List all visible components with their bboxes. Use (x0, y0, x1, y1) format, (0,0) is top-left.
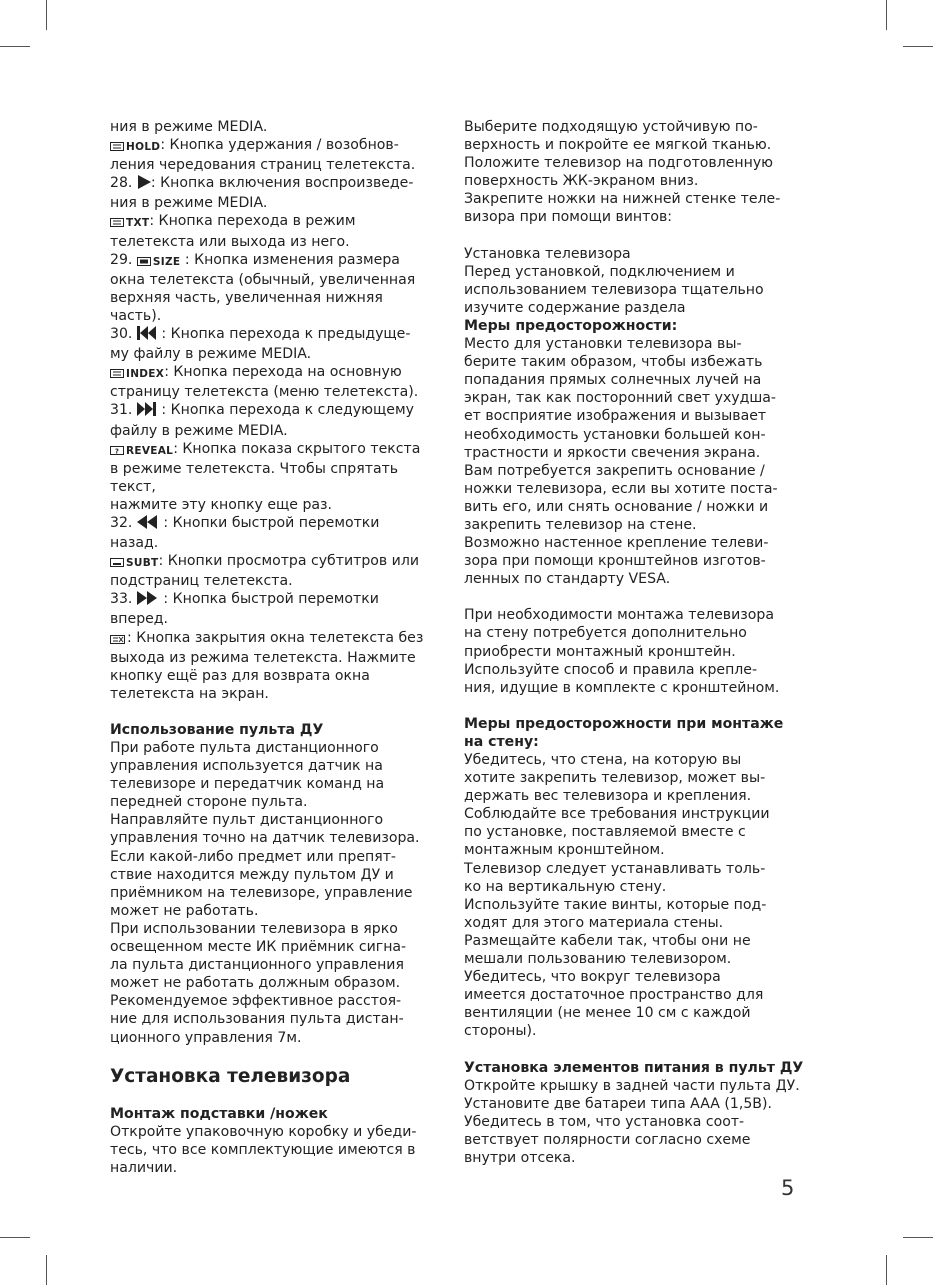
text-line: Соблюдайте все требования инструкции (464, 806, 770, 823)
text-line: Выберите подходящую устойчивую по- (464, 119, 758, 135)
text-line: SUBT: Кнопки просмотра субтитров или (110, 552, 445, 572)
previous-track-icon (137, 326, 157, 345)
crop-mark-bottom-left-v (46, 1255, 47, 1285)
text-line: ционного управления 7м. (110, 1029, 302, 1046)
text-line: ко на вертикальную стену. (464, 878, 667, 895)
text-line: наличии. (110, 1159, 178, 1176)
crop-mark-top-left-v (46, 0, 47, 30)
text-line: ветствует полярности согласно схеме (464, 1131, 751, 1148)
text-line: Установка телевизора (464, 245, 631, 262)
text-line: передней стороне пульта. (110, 794, 308, 811)
text-line: TXT: Кнопка перехода в режим (110, 212, 445, 232)
text-line: в режиме телетекста. Чтобы спрятать (110, 460, 399, 477)
battery-heading: Установка элементов питания в пульт ДУ (464, 1059, 804, 1076)
text-line: му файлу в режиме MEDIA. (110, 346, 312, 363)
text-line: нажмите эту кнопку еще раз. (110, 496, 333, 513)
rewind-icon (137, 515, 159, 534)
text-line: телетекста или выхода из него. (110, 233, 350, 250)
teletext-hold-icon: HOLD (110, 138, 160, 156)
text-line: страницу телетекста (меню телетекста). (110, 384, 419, 401)
text-line: тесь, что все комплектующие имеются в (110, 1141, 416, 1158)
text-line: Вам потребуется закрепить основание / (464, 462, 765, 479)
text-line: зора при помощи кронштейнов изготов- (464, 553, 766, 570)
text-line: Положите телевизор на подготовленную (464, 155, 774, 172)
text-line: Используйте такие винты, которые под- (464, 896, 767, 913)
text-line: телевизоре и передатчик команд на (110, 776, 385, 793)
text-line: Место для установки телевизора вы- (464, 336, 742, 353)
text-line: приобрести монтажный кронштейн. (464, 643, 736, 660)
teletext-reveal-icon: ? REVEAL (110, 442, 173, 460)
crop-mark-right-bottom-h (903, 1237, 933, 1238)
text-line: Убедитесь, что вокруг телевизора (464, 969, 721, 986)
stand-mount-heading: Монтаж подставки /ножек (110, 1105, 328, 1122)
play-icon (137, 175, 151, 194)
text-line: приёмником на телевизоре, управление (110, 884, 413, 901)
crop-mark-left-top-h (0, 46, 30, 47)
text-line: 30. : Кнопка перехода к предыдуще- (110, 325, 445, 345)
text-line: 32. : Кнопки быстрой перемотки (110, 514, 445, 534)
text-line: необходимость установки большей кон- (464, 426, 766, 443)
text-line: файлу в режиме MEDIA. (110, 422, 288, 439)
text-line: Если какой-либо предмет или препят- (110, 848, 396, 865)
teletext-size-icon: SIZE (137, 253, 180, 271)
text-line: внутри отсека. (464, 1149, 576, 1166)
text-line: кнопку ещё раз для возврата окна (110, 667, 370, 684)
text-line: Направляйте пульт дистанционного (110, 812, 384, 829)
svg-text:?: ? (114, 447, 120, 455)
text-line: Используйте способ и правила крепле- (464, 661, 758, 678)
text-line: Рекомендуемое эффективное расстоя- (110, 993, 402, 1010)
text-line: вперед. (110, 611, 169, 628)
text-line: ла пульта дистанционного управления (110, 957, 404, 974)
text-line: монтажным кронштейном. (464, 842, 665, 859)
text-line: попадания прямых солнечных лучей на (464, 372, 762, 389)
text-line: ножки телевизора, если вы хотите поста- (464, 480, 778, 497)
text-line: При работе пульта дистанционного (110, 740, 379, 756)
teletext-cancel-icon (110, 631, 127, 649)
crop-mark-top-right-v (886, 0, 887, 30)
text-line: экран, так как посторонний свет ухудша- (464, 390, 777, 407)
text-line: ? REVEAL: Кнопка показа скрытого текста (110, 440, 445, 460)
text-line: Откройте крышку в задней части пульта ДУ. (464, 1077, 800, 1094)
text-line: ленных по стандарту VESA. (464, 571, 671, 588)
text-line: ет восприятие изображения и вызывает (464, 408, 767, 425)
text-line: HOLD: Кнопка удержания / возобнов- (110, 136, 445, 156)
wall-precautions-heading: Меры предосторожности при монтаже (464, 715, 784, 732)
text-line: ния в режиме MEDIA. (110, 119, 268, 135)
section-title: Установка телевизора (110, 1065, 351, 1087)
next-track-icon (137, 402, 157, 421)
text-line: вить его, или снять основание / ножки и (464, 498, 769, 515)
text-line: Убедитесь, что стена, на которую вы (464, 752, 742, 768)
text-line: может не работать. (110, 902, 259, 919)
text-line: часть). (110, 307, 162, 324)
text-line: берите таким образом, чтобы избежать (464, 354, 763, 371)
crop-mark-bottom-right-v (886, 1255, 887, 1285)
page-number: 5 (781, 1176, 795, 1200)
text-line: окна телетекста (обычный, увеличенная (110, 271, 416, 288)
text-line: Установите две батареи типа AAA (1,5В). (464, 1095, 772, 1112)
precautions-heading: Меры предосторожности: (464, 317, 678, 334)
wall-precautions-heading-cont: на стену: (464, 733, 539, 750)
text-line: стороны). (464, 1023, 537, 1040)
fast-forward-icon (137, 591, 159, 610)
text-line: верхняя часть, увеличенная нижняя (110, 289, 383, 306)
text-line: текст, (110, 478, 156, 495)
text-line: освещенном месте ИК приёмник сигна- (110, 939, 407, 956)
text-line: поверхность ЖК-экраном вниз. (464, 173, 699, 190)
crop-mark-left-bottom-h (0, 1237, 30, 1238)
text-line: выхода из режима телетекста. Нажмите (110, 649, 416, 666)
text-line: Откройте упаковочную коробку и убеди- (110, 1123, 417, 1140)
text-line: Телевизор следует устанавливать толь- (464, 860, 766, 877)
text-line: управления точно на датчик телевизора. (110, 830, 420, 847)
text-line: трастности и яркости свечения экрана. (464, 444, 761, 461)
text-line: вентиляции (не менее 10 см с каждой (464, 1005, 751, 1022)
text-line: имеется достаточное пространство для (464, 987, 764, 1004)
teletext-index-icon: INDEX (110, 365, 164, 383)
text-line: на стену потребуется дополнительно (464, 625, 747, 642)
teletext-txt-icon: TXT (110, 214, 149, 232)
text-line: назад. (110, 535, 159, 552)
text-line: визора при помощи винтов: (464, 209, 673, 226)
text-line: закрепить телевизор на стене. (464, 516, 697, 533)
teletext-subtitle-icon: SUBT (110, 554, 158, 572)
text-line: может не работать должным образом. (110, 975, 401, 992)
right-column (464, 118, 804, 1167)
text-line: изучите содержание раздела (464, 299, 686, 316)
text-line: Перед установкой, подключением и (464, 263, 735, 280)
text-line: хотите закрепить телевизор, может вы- (464, 770, 766, 787)
text-line: ния в режиме MEDIA. (110, 195, 268, 212)
text-line: При необходимости монтажа телевизора (464, 607, 774, 624)
text-line: ние для использования пульта дистан- (110, 1011, 404, 1028)
remote-usage-heading: Использование пульта ДУ (110, 721, 324, 738)
text-line: телетекста на экран. (110, 685, 269, 702)
text-line: Убедитесь в том, что установка соот- (464, 1113, 745, 1130)
text-line: При использовании телевизора в ярко (110, 920, 398, 937)
text-line: по установке, поставляемой вместе с (464, 824, 746, 841)
text-line: INDEX: Кнопка перехода на основную (110, 363, 445, 383)
text-line: 29. SIZE : Кнопка изменения размера (110, 251, 445, 271)
text-line: ствие находится между пультом ДУ и (110, 866, 394, 883)
text-line: держать вес телевизора и крепления. (464, 788, 752, 805)
text-line: ходят для этого материала стены. (464, 914, 724, 931)
text-line: ления чередования страниц телетекста. (110, 157, 416, 174)
text-line: подстраниц телетекста. (110, 573, 293, 590)
text-line: 28. : Кнопка включения воспроизведе- (110, 174, 445, 194)
text-line: управления используется датчик на (110, 758, 383, 775)
text-line: мешали пользованию телевизором. (464, 951, 732, 968)
text-line: 31. : Кнопка перехода к следующему (110, 401, 445, 421)
text-line: ния, идущие в комплекте с кронштейном. (464, 679, 780, 696)
text-line: Возможно настенное крепление телеви- (464, 535, 769, 552)
text-line: использованием телевизора тщательно (464, 281, 764, 298)
text-line: 33. : Кнопка быстрой перемотки (110, 590, 445, 610)
text-line: Закрепите ножки на нижней стенке теле- (464, 191, 781, 208)
text-line: верхность и покройте ее мягкой тканью. (464, 137, 772, 154)
text-line: Размещайте кабели так, чтобы они не (464, 932, 751, 949)
left-column (110, 118, 445, 1177)
crop-mark-right-top-h (903, 46, 933, 47)
text-line: : Кнопка закрытия окна телетекста без (110, 629, 445, 649)
